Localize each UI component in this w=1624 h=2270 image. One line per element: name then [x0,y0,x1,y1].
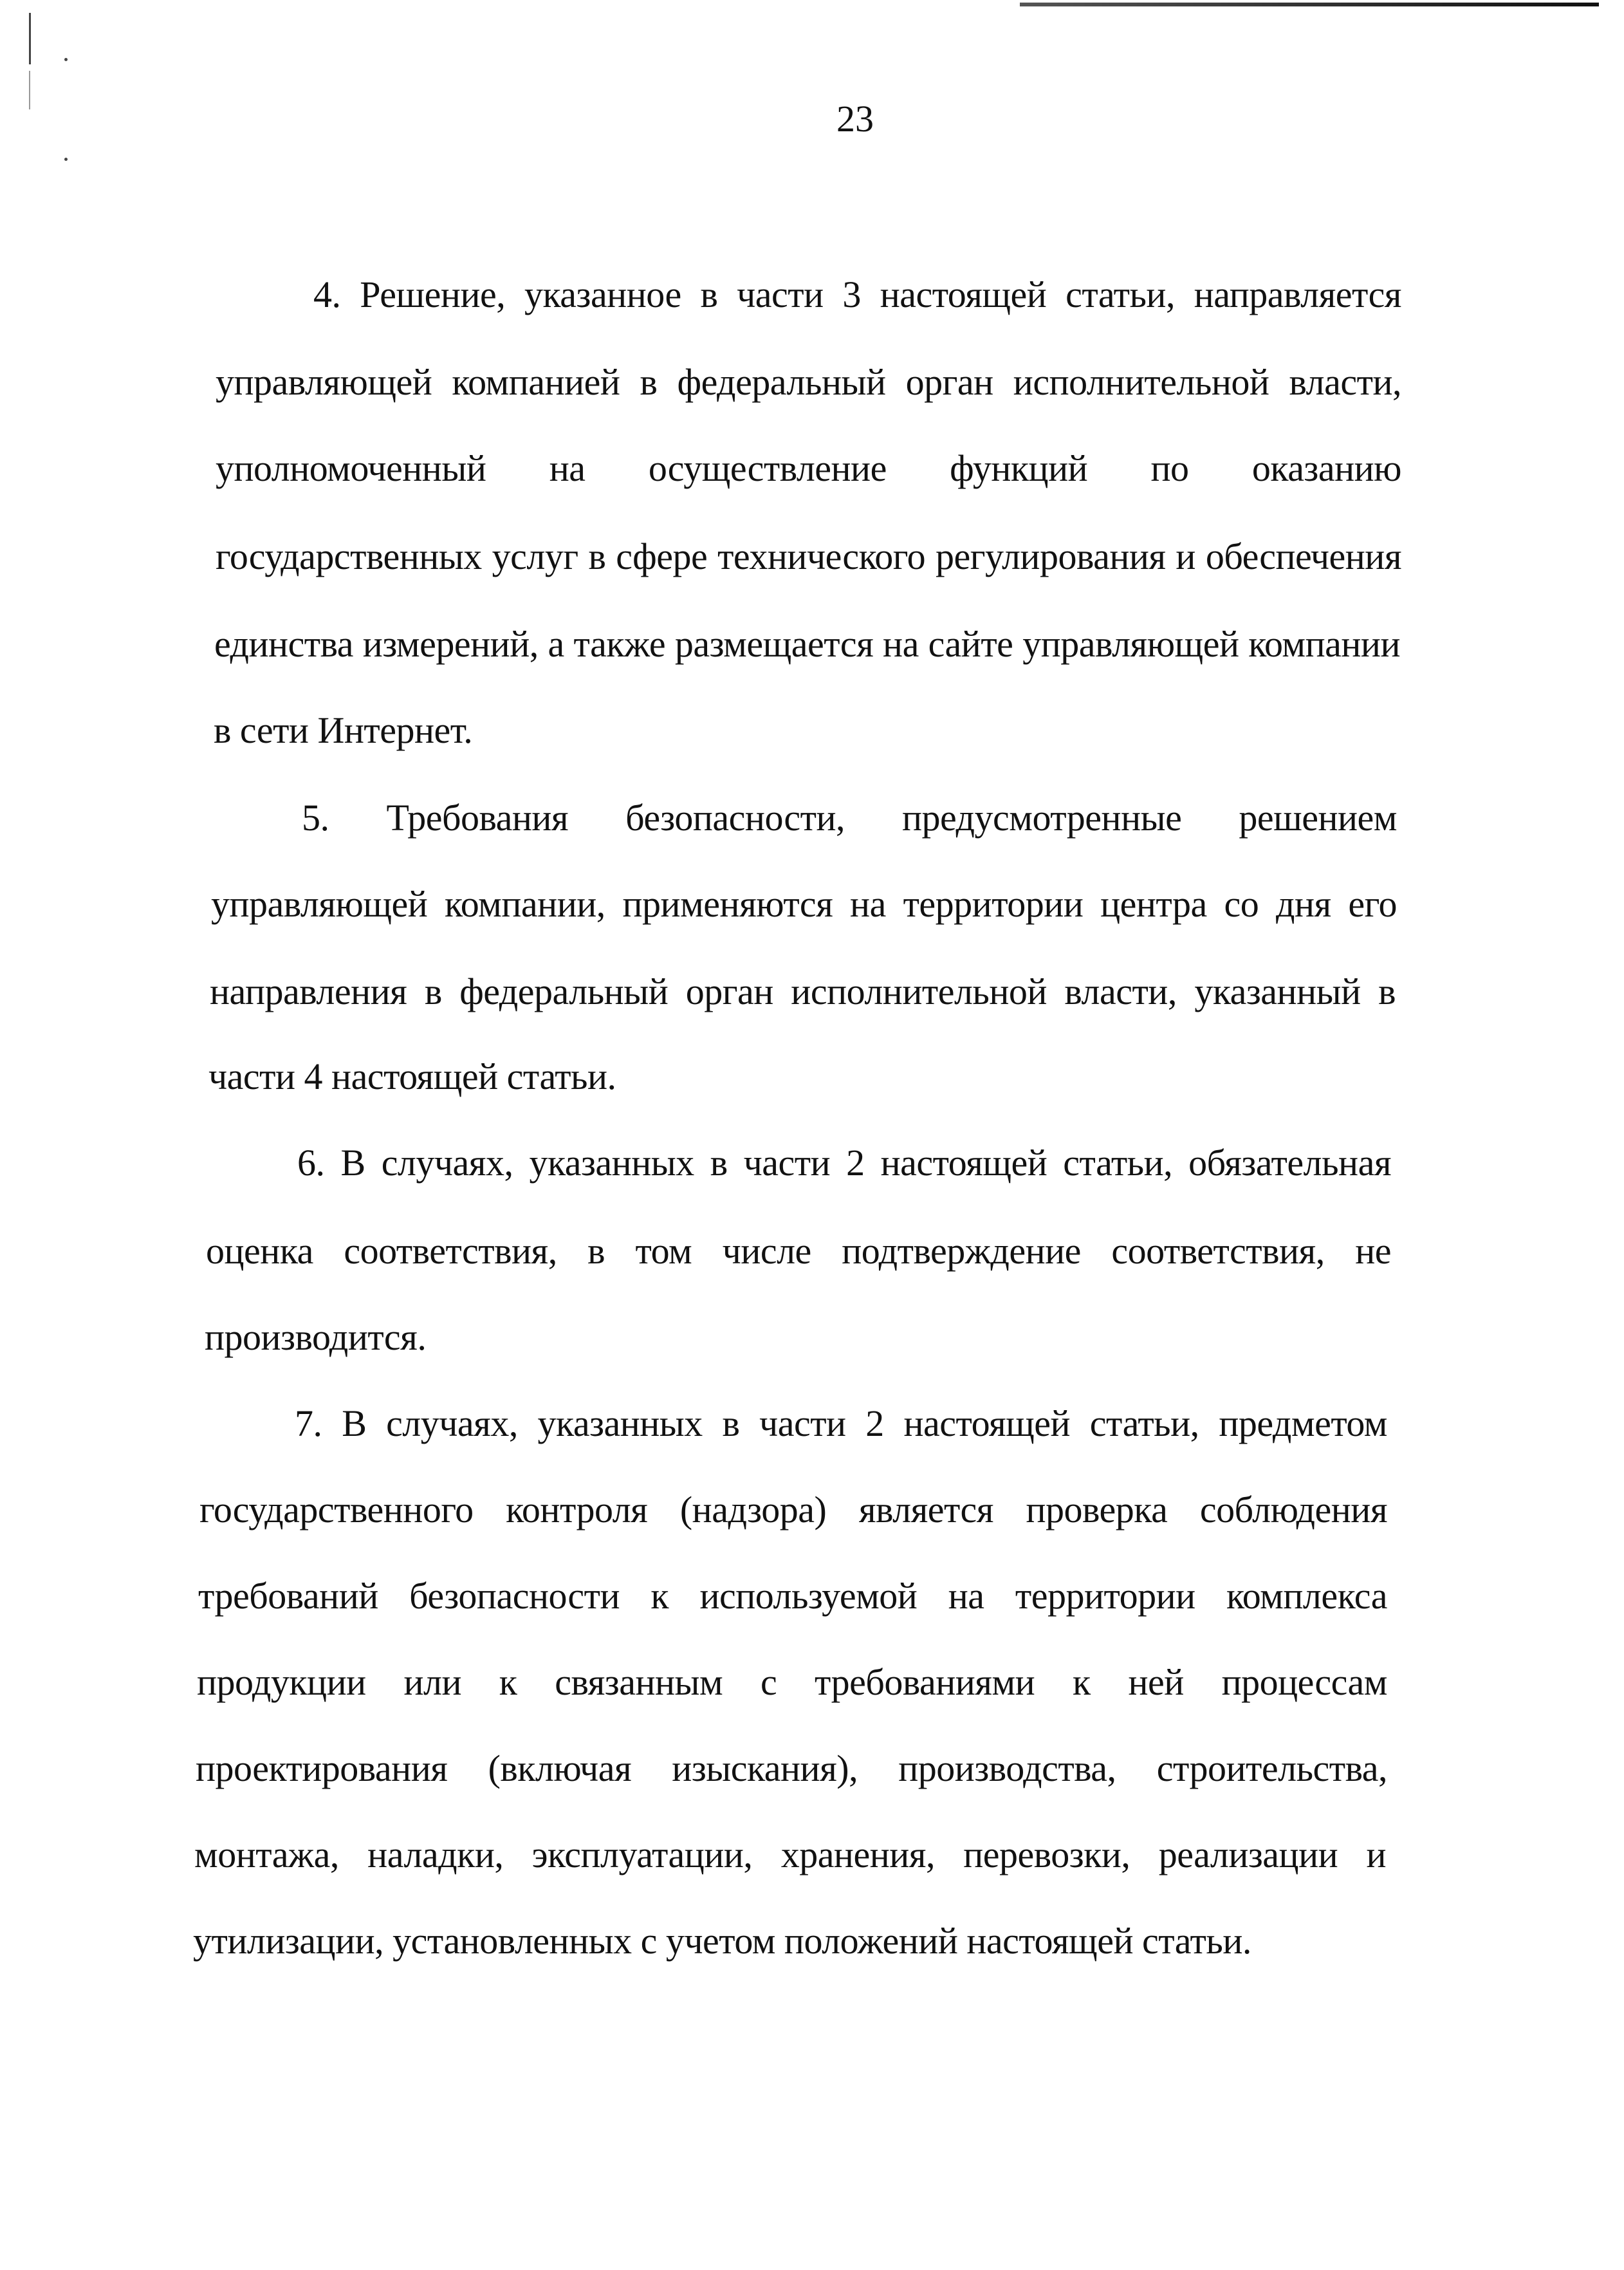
text-line: 6. В случаях, указанных в части 2 настоящей статьи, обязательная [297,1142,1391,1184]
text-line: в сети Интернет. [214,709,473,751]
text-line: 5. Требования безопасности, предусмотренные решением [302,797,1397,839]
text-line: утилизации, установленных с учетом положений настоящей статьи. [193,1920,1251,1962]
text-line: 4. Решение, указанное в части 3 настоящей статьи, направляется [313,274,1401,315]
scan-dot [64,158,68,161]
text-line: продукции или к связанным с требованиями к ней процессам [197,1661,1387,1703]
text-line: уполномоченный на осуществление функций по оказанию [216,447,1401,489]
text-line: управляющей компании, применяются на территории центра со дня его [211,883,1397,925]
text-line: монтажа, наладки, эксплуатации, хранения, перевозки, реализации и [194,1834,1386,1875]
text-line: единства измерений, а также размещается на сайте управляющей компании [214,623,1400,665]
text-line: государственных услуг в сфере технического регулирования и обеспечения [216,535,1401,577]
text-line: 7. В случаях, указанных в части 2 настоящей статьи, предметом [295,1402,1387,1444]
text-line: производится. [205,1316,427,1358]
scan-edge-line [1020,3,1599,6]
text-line: части 4 настоящей статьи. [208,1056,616,1097]
text-line: направления в федеральный орган исполнительной власти, указанный в [210,971,1396,1012]
text-line: требований безопасности к используемой на территории комплекса [198,1575,1387,1617]
scan-margin-mark [29,71,30,109]
scan-margin-mark [29,13,31,64]
text-line: управляющей компанией в федеральный орган исполнительной власти, [216,361,1401,403]
text-line: государственного контроля (надзора) является проверка соблюдения [199,1489,1387,1530]
scan-dot [64,58,68,61]
text-line: оценка соответствия, в том числе подтверждение соответствия, не [206,1230,1391,1272]
page-number: 23 [836,98,874,140]
text-line: проектирования (включая изыскания), производства, строительства, [196,1747,1387,1789]
